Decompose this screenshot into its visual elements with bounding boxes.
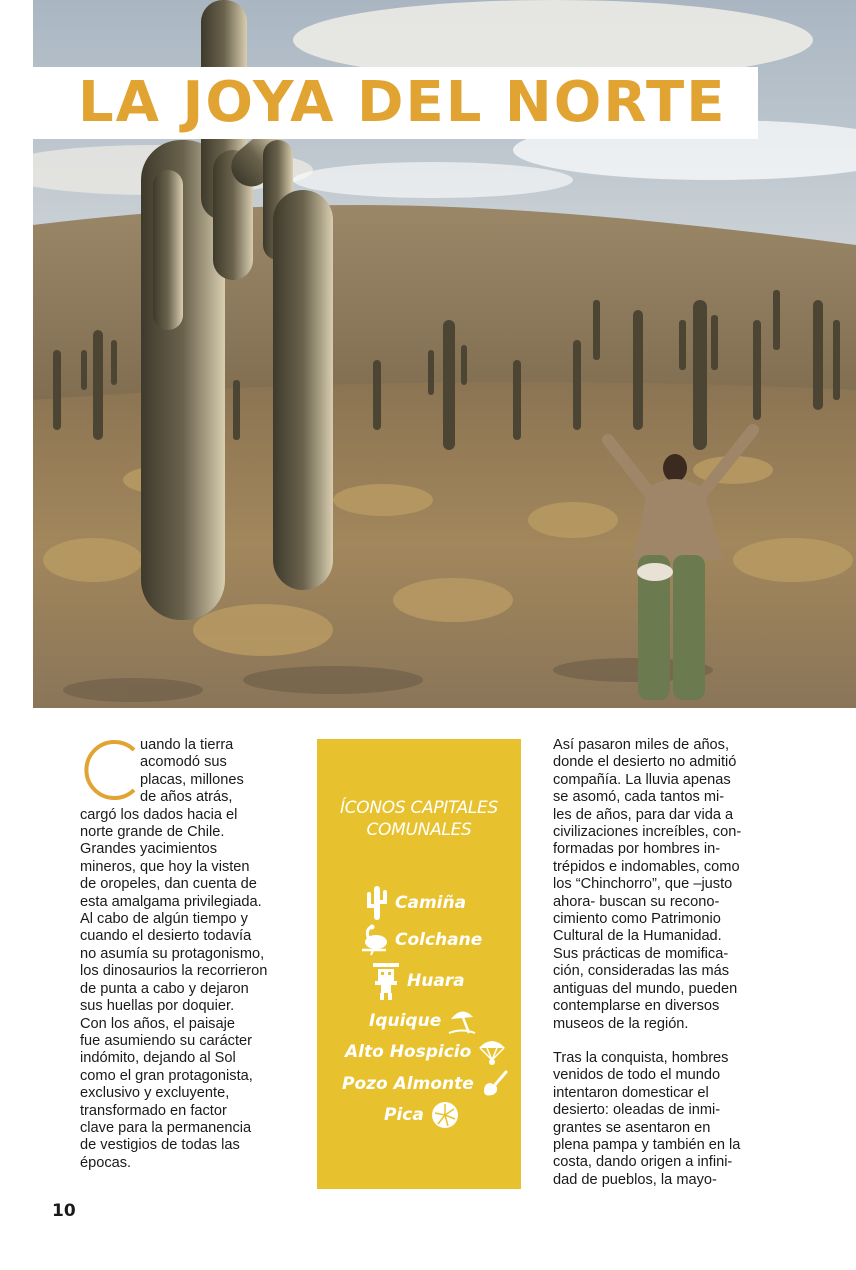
sidebar-item-label: Colchane bbox=[395, 930, 483, 950]
text-line: épocas. bbox=[80, 1154, 132, 1171]
text-line: contemplarse en diversos bbox=[553, 998, 720, 1015]
right-column bbox=[553, 737, 763, 1189]
text-line: de oropeles, dan cuenta de bbox=[80, 876, 257, 893]
text-line: indómito, dejando al Sol bbox=[80, 1050, 236, 1067]
beach-umbrella-icon bbox=[447, 1007, 477, 1035]
text-line: como el gran protagonista, bbox=[80, 1067, 253, 1084]
paraglider-icon bbox=[477, 1038, 507, 1066]
text-line: costa, dando origen a infini- bbox=[553, 1154, 733, 1171]
text-line: no asumía su protagonismo, bbox=[80, 945, 265, 962]
text-line: grantes se asentaron en bbox=[553, 1119, 711, 1136]
sidebar-item-label: Pozo Almonte bbox=[342, 1074, 474, 1094]
citrus-icon bbox=[430, 1100, 460, 1130]
text-line: sus huellas por doquier. bbox=[80, 998, 235, 1015]
text-line: de punta a cabo y dejaron bbox=[80, 980, 249, 997]
text-line: transformado en factor bbox=[80, 1102, 227, 1119]
sidebar-item-huara bbox=[371, 961, 465, 1001]
text-line: de vestigios de todas las bbox=[80, 1137, 240, 1154]
sidebar-item-label: Pica bbox=[384, 1105, 424, 1125]
intro-paragraph bbox=[80, 737, 292, 1172]
text-line: Tras la conquista, hombres bbox=[553, 1049, 729, 1066]
text-line: plena pampa y también en la bbox=[553, 1136, 741, 1153]
sidebar-item-label: Huara bbox=[407, 971, 465, 991]
text-line: desierto: oleadas de inmi- bbox=[553, 1102, 721, 1119]
text-line: los dinosaurios la recorrieron bbox=[80, 963, 268, 980]
paragraph-gap bbox=[553, 1033, 763, 1050]
sidebar-item-iquique bbox=[369, 1007, 477, 1035]
text-line: Sus prácticas de momifica- bbox=[553, 945, 729, 962]
text-line: cuando el desierto todavía bbox=[80, 928, 252, 945]
cactus-icon bbox=[365, 884, 389, 922]
sidebar-heading-line: ÍCONOS CAPITALES bbox=[340, 798, 498, 818]
text-line: acomodó sus bbox=[140, 754, 227, 771]
text-line: formadas por hombres in- bbox=[553, 841, 721, 858]
text-line: cimiento como Patrimonio bbox=[553, 911, 721, 928]
text-line: norte grande de Chile. bbox=[80, 824, 225, 841]
sidebar-heading-line: COMUNALES bbox=[366, 820, 472, 840]
sidebar-heading bbox=[317, 797, 521, 841]
text-line: Grandes yacimientos bbox=[80, 841, 218, 858]
text-line: Al cabo de algún tiempo y bbox=[80, 911, 248, 928]
sidebar-item-label: Alto Hospicio bbox=[345, 1042, 472, 1062]
text-line: mineros, que hoy la visten bbox=[80, 858, 250, 875]
text-line: Cultural de la Humanidad. bbox=[553, 928, 722, 945]
paragraph-chinchorro bbox=[553, 737, 763, 1033]
text-line: de años atrás, bbox=[140, 789, 233, 806]
text-line: ahora- buscan su recono- bbox=[553, 893, 720, 910]
text-line: compañía. La lluvia apenas bbox=[553, 771, 731, 788]
text-line: cargó los dados hacia el bbox=[80, 806, 238, 823]
page-number: 10 bbox=[52, 1201, 76, 1221]
text-line: esta amalgama privilegiada. bbox=[80, 893, 262, 910]
text-line: donde el desierto no admitió bbox=[553, 754, 737, 771]
sidebar-item-alto-hospicio bbox=[345, 1038, 507, 1066]
flamingo-icon bbox=[359, 924, 389, 956]
text-line: dad de pueblos, la mayo- bbox=[553, 1171, 717, 1188]
text-line: museos de la región. bbox=[553, 1015, 689, 1032]
article-title: LA JOYA DEL NORTE bbox=[78, 70, 727, 135]
text-line: antiguas del mundo, pueden bbox=[553, 980, 738, 997]
text-line: trépidos e indomables, como bbox=[553, 858, 740, 875]
text-line: clave para la permanencia bbox=[80, 1119, 252, 1136]
left-column bbox=[80, 737, 292, 1172]
sidebar-item-label: Iquique bbox=[369, 1011, 442, 1031]
text-line: les de años, para dar vida a bbox=[553, 806, 734, 823]
text-line: se asomó, cada tantos mi- bbox=[553, 789, 725, 806]
shovel-icon bbox=[480, 1069, 510, 1099]
text-line: Así pasaron miles de años, bbox=[553, 737, 730, 753]
text-line: fue asumiendo su carácter bbox=[80, 1032, 252, 1049]
sidebar-item-label: Camiña bbox=[395, 893, 467, 913]
sidebar-item-pica bbox=[384, 1100, 460, 1130]
text-line: uando la tierra bbox=[140, 737, 234, 753]
text-line: intentaron domesticar el bbox=[553, 1084, 709, 1101]
text-line: exclusivo y excluyente, bbox=[80, 1085, 230, 1102]
paragraph-conquista bbox=[553, 1050, 763, 1189]
sidebar-item-pozo-almonte bbox=[342, 1069, 510, 1099]
sidebar-item-colchane bbox=[359, 924, 482, 956]
sidebar-item-camina bbox=[365, 884, 466, 922]
text-line: los “Chinchorro”, que –justo bbox=[553, 876, 733, 893]
text-line: ción, consideradas las más bbox=[553, 963, 730, 980]
text-line: venidos de todo el mundo bbox=[553, 1067, 721, 1084]
text-line: Con los años, el paisaje bbox=[80, 1015, 235, 1032]
sidebar-box bbox=[317, 739, 521, 1189]
text-line: civilizaciones increíbles, con- bbox=[553, 824, 742, 841]
geoglyph-icon bbox=[371, 961, 401, 1001]
text-line: placas, millones bbox=[140, 771, 244, 788]
